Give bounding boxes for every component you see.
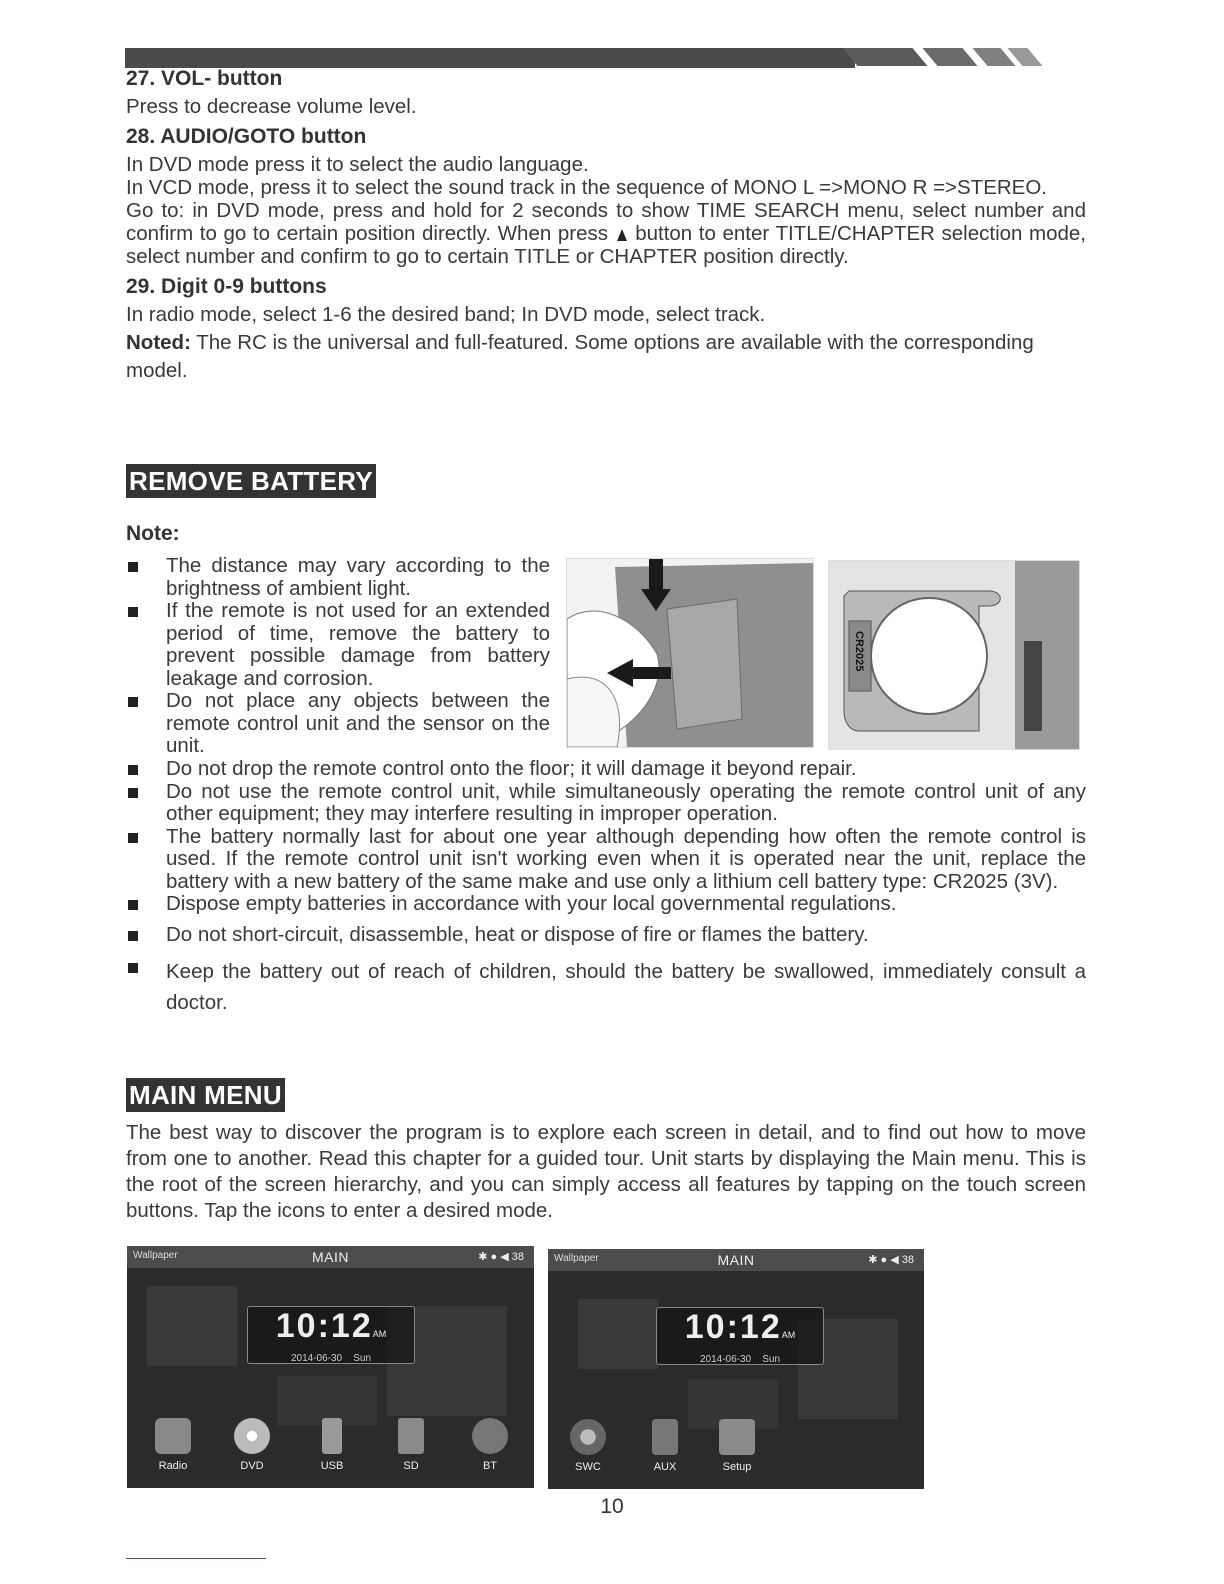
clock-time-value: 10:12 (684, 1308, 782, 1346)
battery-notes-narrow (126, 555, 550, 758)
clock-time (657, 1308, 823, 1354)
header-stripe (842, 48, 927, 66)
main-menu-heading: MAIN MENU (126, 1078, 285, 1112)
goto-text-after: button to enter TITLE/CHAPTER selection mode, select number and confirm to go to certain TITLE or CHAPTER position directly. (126, 222, 1086, 268)
clock-time-value: 10:12 (275, 1307, 373, 1345)
aux-cable-icon (652, 1419, 678, 1455)
item-text-goto (126, 199, 1086, 268)
clock-date (657, 1354, 823, 1365)
list-item: If the remote is not used for an extended period of time, remove the battery to prevent possible damage from battery leakage and corrosion. (126, 600, 550, 690)
app-radio[interactable] (143, 1418, 203, 1472)
screen-top-bar (127, 1246, 534, 1268)
list-item: Do not use the remote control unit, while simultaneously operating the remote control unit of any other equipment; they may interfere resulting in improper operation. (126, 781, 1086, 826)
list-item: Keep the battery out of reach of children, should the battery be swallowed, immediately consult a doctor. (126, 956, 1086, 1018)
clock-day: Sun (353, 1353, 372, 1364)
radio-icon (155, 1418, 191, 1454)
app-swc[interactable] (558, 1419, 618, 1473)
app-label: Setup (722, 1461, 752, 1473)
volume-level: 38 (511, 1251, 524, 1263)
list-item: The battery normally last for about one year although depending how often the remote control is used. If the remote control unit isn't working even when it is operated near the unit, replace the battery with a new battery of the same make and use only a lithium cell battery type: CR2025 (3V). (126, 826, 1086, 894)
battery-tray-figure (828, 560, 1080, 750)
app-label: DVD (240, 1460, 264, 1472)
top-section (126, 66, 1086, 385)
screen-top-bar (548, 1249, 924, 1271)
item-heading-27: 27. VOL- button (126, 67, 283, 90)
main-menu-description: The best way to discover the program is to explore each screen in detail, and to find out how to move from one to another. Read this chapter for a guided tour. Unit starts by displaying the Main menu. This is the root of the screen hierarchy, and you can simply access all features by tapping on the touch screen buttons. Tap the icons to enter a desired mode. (126, 1121, 1086, 1222)
noted-label: Noted: (126, 331, 191, 354)
app-label: BT (482, 1460, 498, 1472)
screen-title: MAIN (717, 1252, 755, 1268)
usb-icon (322, 1418, 342, 1454)
clock-time (248, 1307, 414, 1353)
app-label: Radio (158, 1460, 188, 1472)
clock-day: Sun (762, 1354, 781, 1365)
header-stripe (922, 48, 977, 66)
clock-date-value: 2014-06-30 (699, 1354, 752, 1365)
tools-icon (719, 1419, 755, 1455)
up-arrow-icon (617, 229, 627, 241)
main-menu-heading-wrap (126, 1078, 285, 1112)
screen-title: MAIN (312, 1249, 349, 1265)
page-number: 10 (600, 1495, 624, 1518)
battery-model-label: CR2025 (853, 631, 865, 672)
main-screen-2 (548, 1249, 924, 1489)
app-bt[interactable] (460, 1418, 520, 1472)
wallpaper-button[interactable]: Wallpaper (554, 1253, 599, 1264)
app-sd[interactable] (381, 1418, 441, 1472)
clock-ampm: AM (372, 1329, 387, 1339)
goto-text-before: Go to: in DVD mode, press and hold for 2 seconds to show TIME SEARCH menu, select number and confirm to go to certain position directly. When press (126, 199, 1086, 245)
clock-ampm: AM (781, 1330, 796, 1340)
item-text-29: In radio mode, select 1-6 the desired band; In DVD mode, select track. (126, 303, 766, 326)
app-label: AUX (653, 1461, 677, 1473)
list-item: Dispose empty batteries in accordance with your local governmental regulations. (126, 893, 1086, 916)
app-setup[interactable] (707, 1419, 767, 1473)
clock-widget (247, 1306, 415, 1364)
app-usb[interactable] (302, 1418, 362, 1472)
item-text-28b: In VCD mode, press it to select the sound track in the sequence of MONO L =>MONO R =>STEREO. (126, 176, 1047, 199)
item-heading-29: 29. Digit 0-9 buttons (126, 275, 327, 298)
sd-card-icon (398, 1418, 424, 1454)
steering-wheel-icon (570, 1419, 606, 1455)
app-aux[interactable] (635, 1419, 695, 1473)
battery-tray-illustration (829, 561, 1079, 749)
battery-notes-wide (126, 758, 1086, 1018)
item-text-27: Press to decrease volume level. (126, 95, 417, 118)
noted-text: The RC is the universal and full-featured. Some options are available with the corresponding model. (126, 331, 1034, 382)
clock-date (248, 1353, 414, 1364)
battery-removal-figure (566, 558, 814, 748)
note-label: Note: (126, 522, 180, 545)
item-text-28a: In DVD mode press it to select the audio language. (126, 153, 589, 176)
app-dvd[interactable] (222, 1418, 282, 1472)
header-bar (125, 48, 855, 68)
clock-date-value: 2014-06-30 (290, 1353, 343, 1364)
status-indicators: ✱ ● ◀ 38 (478, 1251, 524, 1263)
bluetooth-icon (472, 1418, 508, 1454)
list-item: Do not drop the remote control onto the floor; it will damage it beyond repair. (126, 758, 1086, 781)
wallpaper-button[interactable]: Wallpaper (133, 1250, 178, 1261)
main-screen-1 (127, 1246, 534, 1488)
noted-paragraph (126, 329, 1086, 385)
footer-line (126, 1558, 266, 1559)
list-item: The distance may vary according to the brightness of ambient light. (126, 555, 550, 600)
app-label: SWC (575, 1461, 601, 1473)
remove-battery-heading: REMOVE BATTERY (126, 464, 376, 498)
app-label: USB (320, 1460, 344, 1472)
disc-icon (234, 1418, 270, 1454)
battery-removal-illustration (567, 559, 813, 747)
remove-battery-heading-wrap (126, 464, 376, 498)
app-label: SD (403, 1460, 419, 1472)
clock-widget (656, 1307, 824, 1365)
volume-level: 38 (901, 1254, 914, 1266)
status-indicators: ✱ ● ◀ 38 (868, 1254, 914, 1266)
list-item: Do not short-circuit, disassemble, heat or dispose of fire or flames the battery. (126, 924, 1086, 947)
list-item: Do not place any objects between the remote control unit and the sensor on the unit. (126, 690, 550, 758)
item-heading-28: 28. AUDIO/GOTO button (126, 125, 367, 148)
